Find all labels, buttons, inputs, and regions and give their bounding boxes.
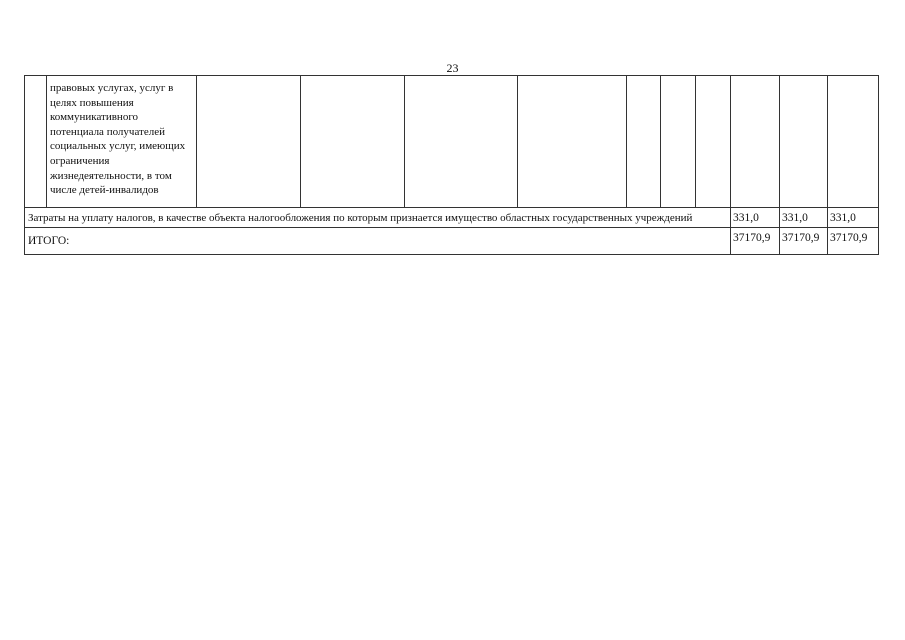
- table-cell-empty: [518, 76, 627, 208]
- page-number: 23: [446, 61, 459, 75]
- total-value: 37170,9: [780, 228, 828, 255]
- expenses-table: [24, 75, 879, 255]
- table-cell-service-description: правовых услугах, услуг в целях повышения коммуникативного потенциала получателей социальных услуг, имеющих ограничения жизнедеятельности, в том числе детей-инвалидов: [47, 76, 197, 208]
- table-cell-empty: [661, 76, 696, 208]
- table-cell-empty: [696, 76, 731, 208]
- total-label: ИТОГО:: [25, 228, 731, 255]
- tax-costs-label: Затраты на уплату налогов, в качестве объекта налогообложения по которым признается имущество областных государственных учреждений: [25, 208, 731, 228]
- table-row-tax-costs: [25, 208, 879, 228]
- total-value: 37170,9: [828, 228, 879, 255]
- table-cell-empty: [780, 76, 828, 208]
- tax-costs-value: 331,0: [731, 208, 780, 228]
- table-cell-empty: [301, 76, 405, 208]
- table-row-continued: [25, 76, 879, 208]
- tax-costs-value: 331,0: [780, 208, 828, 228]
- table-row-total: [25, 228, 879, 255]
- total-value: 37170,9: [731, 228, 780, 255]
- table-cell-empty: [731, 76, 780, 208]
- table-cell-empty: [828, 76, 879, 208]
- table-cell-empty: [405, 76, 518, 208]
- table-cell-empty: [627, 76, 661, 208]
- table-cell-empty: [197, 76, 301, 208]
- tax-costs-value: 331,0: [828, 208, 879, 228]
- table-cell-index: [25, 76, 47, 208]
